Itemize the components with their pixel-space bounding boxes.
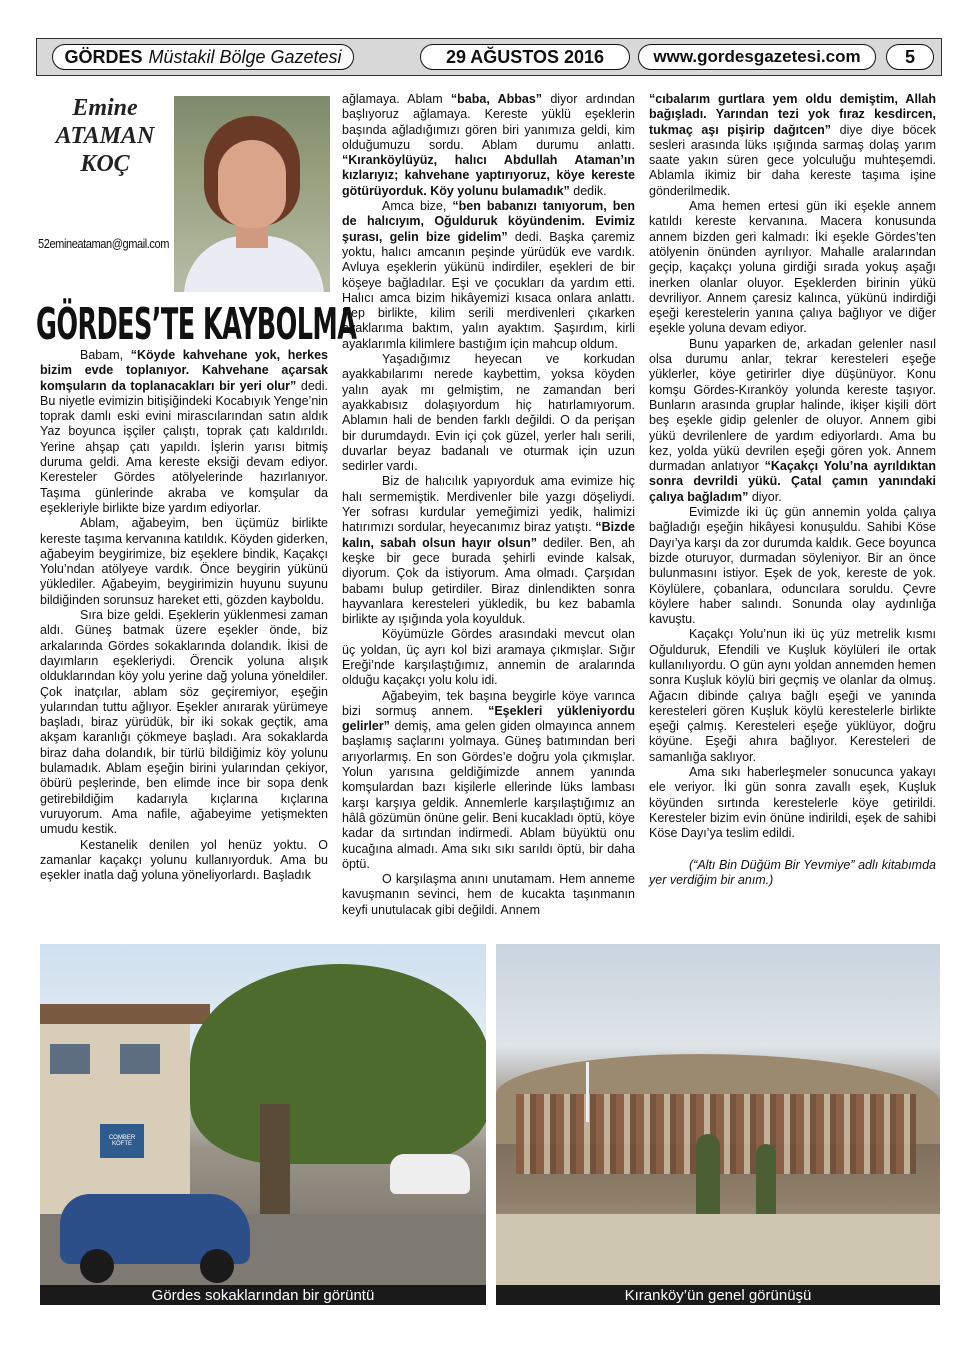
paragraph-text: dedik. [569, 183, 607, 198]
article-paragraph [649, 858, 936, 889]
paragraph-text: Ablam, ağabeyim, ben üçümüz birlikte kereste taşıma kervanına katıldık. Köyden giderken, ağabeyim beygirimize, biz eşeklere bindik, Kaçakçı Yolu’ndan atölyeye vardık. Önce beygirin yükünü yüklediler. Ağabeyim, beygirimizin huyunu suyunu bildiğinden sorunsuz hareket etti, gözden kayboldu. [40, 516, 328, 607]
page-number-pill [886, 44, 934, 70]
article-paragraph [649, 627, 936, 765]
foreground-ground [496, 1214, 940, 1285]
article-paragraph [342, 627, 635, 688]
window [120, 1044, 160, 1074]
masthead-pill [52, 44, 354, 70]
date-pill [420, 44, 630, 70]
bold-quote: “Kaçakçı Yolu’na ayrıldıktan sonra devrildi yükü. Çatal çamın yanındaki çalıya bağladım” [649, 459, 936, 504]
paragraph-text: diyor. [748, 489, 782, 504]
paper-name: GÖRDES [64, 46, 143, 67]
paragraph-text: Kaçakçı Yolu’nun iki üç yüz metrelik kısmı Oğulduruk, Efendili ve Kuşluk köylüleri ile ortak kullanılıyordu. O gün aynı yoldan annemden hemen sonra Kuşluk köylü biri geçmiş ve olanlar da olmuş. Ağacın dibinde çalıya bağlı eşeği ve yanında keresteleri gören Kuşluk köylü kerestelerle birlikte eşeği çalmış. Keresteleri eşeğe yüklüyor, doğru köyüne. Eşeği ahıra bağlıyor. Keresteleri de samanlığa saklıyor. [649, 627, 936, 764]
article-paragraph [649, 765, 936, 841]
article-paragraph [342, 474, 635, 627]
portrait-face [218, 140, 286, 228]
bold-quote: “Kıranköylüyüz, halıcı Abdullah Ataman’ın kızlarıyız; kahvehane yaptırıyoruz, köye kereste götürüyorduk. Köy yolunu bulamadık” [342, 153, 635, 198]
street-photo [40, 944, 486, 1285]
article-paragraph [649, 92, 936, 199]
paper-subtitle: Müstakil Bölge Gazetesi [148, 46, 342, 67]
article-column-1 [40, 348, 328, 883]
article-paragraph [40, 348, 328, 516]
article-paragraph [40, 838, 328, 884]
tree-canopy [190, 964, 486, 1164]
author-portrait [174, 96, 330, 292]
website-pill [638, 44, 876, 70]
shop-sign: COMBER KÖFTE [100, 1124, 144, 1158]
window [50, 1044, 90, 1074]
village-photo [496, 944, 940, 1285]
paragraph-text: Biz de halıcılık yapıyorduk ama evimize hiç halı sermemiştik. Merdivenler bile yazgı döşeliydi. Yer sofrası kurdular yemeğimizi yedik, halimizi hatırımızı sordular, heyecanımız biraz yatıştı. [342, 474, 635, 535]
paragraph-text: diyor ardından başlıyoruz ağlamaya. Kereste yüklü eşeklerin başında ağladığımızı gören biri yanımıza geldi, kim olduğumuzu sordu. Ablam durumu anlattı. [342, 92, 636, 152]
paragraph-text: Ama sıkı haberleşmeler sonucunca yakayı ele veriyor. İki gün sonra zavallı eşek, Kuşluk köyünden sırtında kerestelerle köye getirildi. Keresteler bizim evin önüne indirildi, eşek de sahibi Köse Dayı’ya teslim edildi. [649, 765, 936, 841]
article-paragraph [342, 352, 635, 474]
minaret [586, 1062, 589, 1122]
bold-quote: “ben babanızı tanıyorum, ben de halıcıyım, Oğulduruk köyündenim. Evimiz şurası, gelin bize gidelim” [342, 199, 635, 244]
issue-date: 29 AĞUSTOS 2016 [445, 46, 605, 67]
paragraph-text: Yaşadığımız heyecan ve korkudan ayakkabılarımı nerede kaybettim, yoksa köyden yalın ayak mı gelmiştim, ne zamandan beri ayakkabısız dolaşıyordum hiç hatırlamıyorum. Ablamın hali de benden farklı değildi. O da perişan bir durumdaydı. Evin içi çok güzel, yerler halı serili, duvarlar beyaz badanalı ve oturmak için uzun sedirler vardı. [342, 352, 635, 474]
author-last-name: ATAMAN [55, 123, 155, 149]
right-photo-caption: Kıranköy’ün genel görünüşü [496, 1285, 940, 1305]
author-surname: KOÇ [80, 151, 130, 177]
website-url[interactable]: www.gordesgazetesi.com [653, 47, 861, 66]
left-photo-caption: Gördes sokaklarından bir görüntü [40, 1285, 486, 1305]
paragraph-text: dedi. Başka çaremiz yoktu, halıcı amcanın peşinde yürüdük eve vardık. Avluya eşeklerin yükünü indirdiler, eşekleri de bir köşeye bağladılar. Eşi ve çocukları da yardım etti. Halıcı amca bizim hikâyemizi kısaca onlara anlattı. Hep birlikte, kilim serili merdivenleri çıkarken ayaklarıma baktım, yalın ayaktım. Şaşırdım, kirli ayaklarımla kilimlere bastığım için mahcup oldum. [342, 229, 635, 351]
white-car [390, 1154, 470, 1194]
tree-trunk [260, 1104, 290, 1224]
bold-quote: “cıbalarım gurtlara yem oldu demiştim, Allah bağışladı. Yarından tezi yok fıraz kesdircen, tukmaç aşı pişirip dağıtcen” [649, 92, 936, 137]
author-first-name: Emine [72, 95, 138, 121]
paragraph-text: (“Altı Bin Düğüm Bir Yevmiye” adlı kitabımda yer verdiğim bir anım.) [649, 857, 936, 887]
author-email[interactable]: 52emineataman@gmail.com [38, 236, 170, 251]
page-number: 5 [904, 46, 915, 67]
article-paragraph [40, 516, 328, 608]
paragraph-text: Köyümüzle Gördes arasındaki mevcut olan üç yoldan, üç ayrı kol bizi aramaya çıkmışlar. Sığır Ereği’nde karşılaştığımız, annemin de aralarında olduğu kaçakçı yolu kolu idi. [342, 627, 635, 688]
bold-quote: “Eşekleri yükleniyordu gelirler” [342, 703, 635, 734]
paragraph-text: Evimizde iki üç gün annemin yolda çalıya bağladığı eşeğin hikâyesi konuşuldu. Sahibi Köse Dayı’ya karşı da zor durumda kaldık. Gece boyunca bizde oturuyor, durmadan söyleniyor. Bir an önce bulunmasını istiyor. Eşek de yok, kereste de yok. Köylülere, çobanlara, oduncılara soruldu. Çevre köylere haber salındı. Sonunda olay aydınlığa kavuştu. [649, 505, 936, 627]
article-paragraph [342, 689, 635, 873]
article-title: GÖRDES’TE KAYBOLMA [36, 299, 357, 350]
author-name [36, 94, 174, 178]
paragraph-text: diye diye böcek sesleri arasında lüks ışığında sarmaş dolaş yarım saate yakın süren gece yolculuğu muhteşemdi. Ablamla ikimiz bir daha kereste taşıma işine gönderilmedik. [649, 122, 937, 198]
article-paragraph [342, 199, 635, 352]
bold-quote: “baba, Abbas” [450, 92, 543, 106]
paragraph-text: dediler. Ben, ah keşke bir gece burada şehirli evinde kalsak, diyorum. Çok da istiyorum. Ama olmadı. Çarşıdan babamı bulup getirdiler. Biraz dinlendikten sonra hayvanlara keresteleri yükledik, bu kez babamla birlikte ay ışığında yola koyulduk. [342, 535, 635, 627]
paragraph-text: Ağabeyim, tek başına beygirle köye varınca bizi sormuş annem. [342, 688, 635, 718]
article-paragraph [40, 608, 328, 837]
paragraph-text: Bunu yaparken de, arkadan gelenler nasıl olsa durumu anlar, tekrar keresteleri eşeğe yüklerler, köye getirirler diye düşünüyor. Konu komşu Gördes-Kıranköy yolunda kereste taşıyor. Bunların arasında gruplar halinde, ikişer kişili dört beş eşekle gidip gelenler de oluyor. Annem gibi yükü devrilenlere de yardım ediyorlardı. Ama bu kez, yolda yükü devrilen eşeği gören yok. Annem durmadan anlatıyor [649, 336, 936, 474]
paragraph-text: ağlamaya. Ablam [342, 92, 451, 106]
paragraph-text: dedi. Bu niyetle evimizin bitişiğindeki Kocabıyık Yenge’nin toprak damlı eski evini mirascılarından satın aldık Yaz boyunca işçiler çalıştı, toprak çatı kaldırıldı. Yerine ahşap çatı yapıldı. İşlerin yarısı bitmiş duruma geldi. Ama kereste eksiği devam ediyor. Keresteler Gördes atölyelerinde hazırlanıyor. Taşıma günlerinde akraba ve komşular da eşekleriyle birlikte bize yardım ediyorlar. [40, 378, 328, 515]
paragraph-text: demiş, ama gelen giden olmayınca annem başlamış saçlarını yolmaya. Güneş batımından beri arıyorlarmış. En son Gördes’e doğru yola çıkmışlar. Yolun yarısına geldiğimizde annem yanında komşulardan bazı kişilerle ellerinde lüks lambası karşı karşıya geldik. Annemlerle karşılaştığımız an hâlâ gözümün önüne gelir. Beni kucakladı öptü, köye kadar da sırtından indirmedi. Ablam büyüktü onu kucağına almadı. Ama sıkı sıkı sarıldı öptü, bir daha öptü. [342, 719, 635, 871]
paragraph-text: Kestanelik denilen yol henüz yoktu. O zamanlar kaçakçı yolunu kullanıyorduk. Ama bu eşekler inatla dağ yoluna yöneliyorlardı. Başladık [40, 837, 328, 883]
article-paragraph [342, 872, 635, 918]
article-paragraph [649, 199, 936, 337]
paragraph-text: Ama hemen ertesi gün iki eşekle annem katıldı kereste kervanına. Macera konusunda annem bizden geri kalmadı: İki eşekle Gördes’ten atölyenin önünden ayrılıyor. Mahalle aralarından geçip, kaçakçı yoluna girdiği sırada yokuş aşağı inerken olanlar oluyor. Eşeklerden birinin yükü devriliyor. Annem çaresiz kalınca, yükünü indirdiği eşeği kerestelerin yanına çalıya bağlıyor ve diğer eşekle yoluna devam ediyor. [649, 199, 936, 336]
bold-quote: “Köyde kahvehane yok, herkes bizim evde toplanıyor. Kahvehane açarsak komşuların da toplanacakları bir yeri olur” [40, 348, 328, 393]
article-paragraph [649, 505, 936, 627]
car-wheel [200, 1249, 234, 1283]
paragraph-text: Amca bize, [382, 199, 453, 214]
article-paragraph [649, 337, 936, 505]
car-wheel [80, 1249, 114, 1283]
bold-quote: “Bizde kalın, sabah olsun hayır olsun” [342, 520, 635, 550]
paragraph-text: Sıra bize geldi. Eşeklerin yüklenmesi zaman aldı. Güneş batmak üzere eşekler önde, biz arkalarında Gördes sokaklarında dolandık. İkisi de dayımların eşekleriydi. Örencik yoluna alışık olduklarından köy yolu yerine dağ yoluna yöneldiler. Çok inatçılar, ablam söz geçiremiyor, eşeğin yularından tuttu ağlıyor. Eşekler anırarak yürümeye başladı, biraz yürüdük, bir iki sokak geçtik, ama akşam karanlığı çökmeye başladı. Ara sokaklarda biraz daha dolandık, bir türlü bildiğimiz köy yolunu bulamadık. Ablam eşeğin birini yularından çekiyor, öbürü peşlerinde, ben elimde ince bir sopa denk getirebildiğim kadarıyla kıçlarına kıçlarına vuruyorum. Ama nafile, ağabeyime yetişmekten umudu kestik. [40, 608, 328, 837]
article-column-2 [342, 92, 635, 918]
paragraph-text: Babam, [80, 348, 131, 362]
roof [40, 1004, 210, 1024]
article-paragraph [342, 92, 635, 199]
article-paragraph [649, 842, 936, 858]
article-column-3 [649, 92, 936, 888]
paragraph-text: O karşılaşma anını unutamam. Hem anneme kavuşmanın sevinci, hem de kucakta taşınmanın keyfi unutulacak gibi değildi. Annem [342, 872, 635, 917]
